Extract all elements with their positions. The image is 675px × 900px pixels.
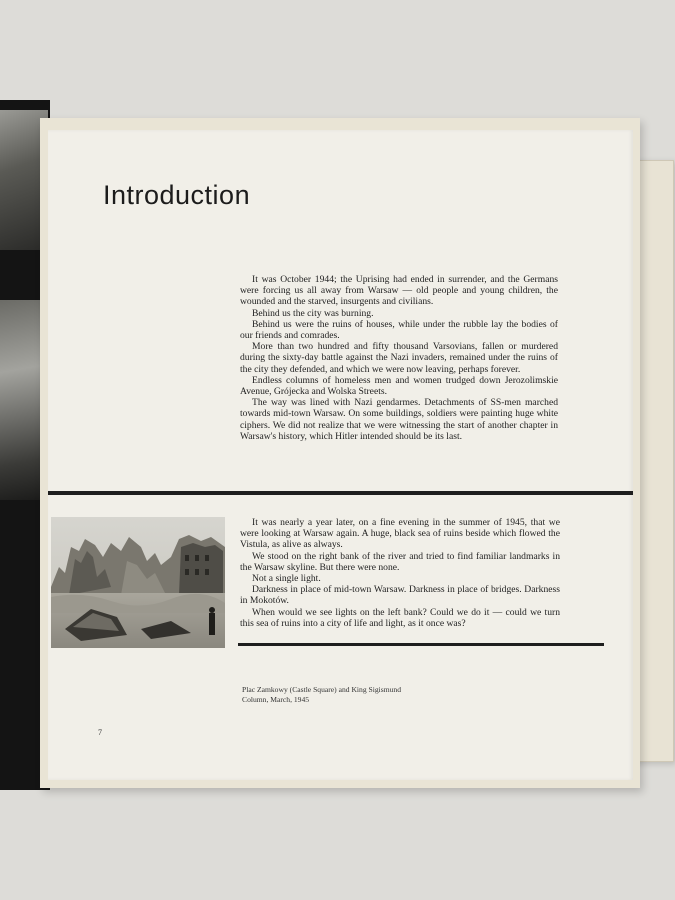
caption-line: Column, March, 1945 — [242, 695, 310, 704]
paragraph: Endless columns of homeless men and women trudged down Jerozolimskie Avenue, Grójecka and Wolska Streets. — [240, 374, 558, 398]
paragraph: The way was lined with Nazi gendarmes. Detachments of SS-men marched towards mid-town Warsaw. On some buildings, soldiers were painting huge white ciphers. We did not realize that we were witnessing the start of another chapter in Warsaw's history, which Hitler intended should be its last. — [240, 397, 558, 442]
paragraph: It was October 1944; the Uprising had ended in surrender, and the Germans were forcing us all away from Warsaw — old people and young children, the wounded and the starved, insurgents and civilians. — [240, 274, 558, 308]
caption-line: Plac Zamkowy (Castle Square) and King Sigismund — [242, 685, 402, 694]
text-underline-rule — [238, 643, 604, 646]
paragraph: More than two hundred and fifty thousand Varsovians, fallen or murdered during the sixty-day battle against the Nazi invaders, remained under the ruins of the city they defended, and which we were now leaving, perhaps forever. — [240, 341, 558, 375]
paragraph: We stood on the right bank of the river and tried to find familiar landmarks in the Warsaw skyline. But there were none. — [240, 550, 560, 573]
paragraph: When would we see lights on the left bank? Could we do it — could we turn this sea of ruins into a city of life and light, as it once was? — [240, 606, 560, 629]
ruins-photograph — [51, 517, 225, 648]
photo-caption — [242, 685, 442, 705]
page-number: 7 — [98, 728, 102, 737]
paragraph: Darkness in place of mid-town Warsaw. Darkness in place of bridges. Darkness in Mokotów. — [240, 584, 560, 607]
paragraph: Behind us the city was burning. — [252, 307, 374, 319]
paragraph: Behind us were the ruins of houses, while under the rubble lay the bodies of our friends and comrades. — [240, 318, 558, 342]
page-title: Introduction — [103, 180, 251, 210]
section-divider — [48, 491, 633, 495]
book-page — [48, 130, 633, 780]
second-text-block — [240, 517, 560, 629]
paragraph: It was nearly a year later, on a fine evening in the summer of 1945, that we were looking at Warsaw again. A huge, black sea of ruins beside which flowed the Vistula, as alive as always. — [240, 517, 560, 551]
paragraph: Not a single light. — [252, 573, 321, 585]
intro-text-block — [240, 274, 558, 442]
